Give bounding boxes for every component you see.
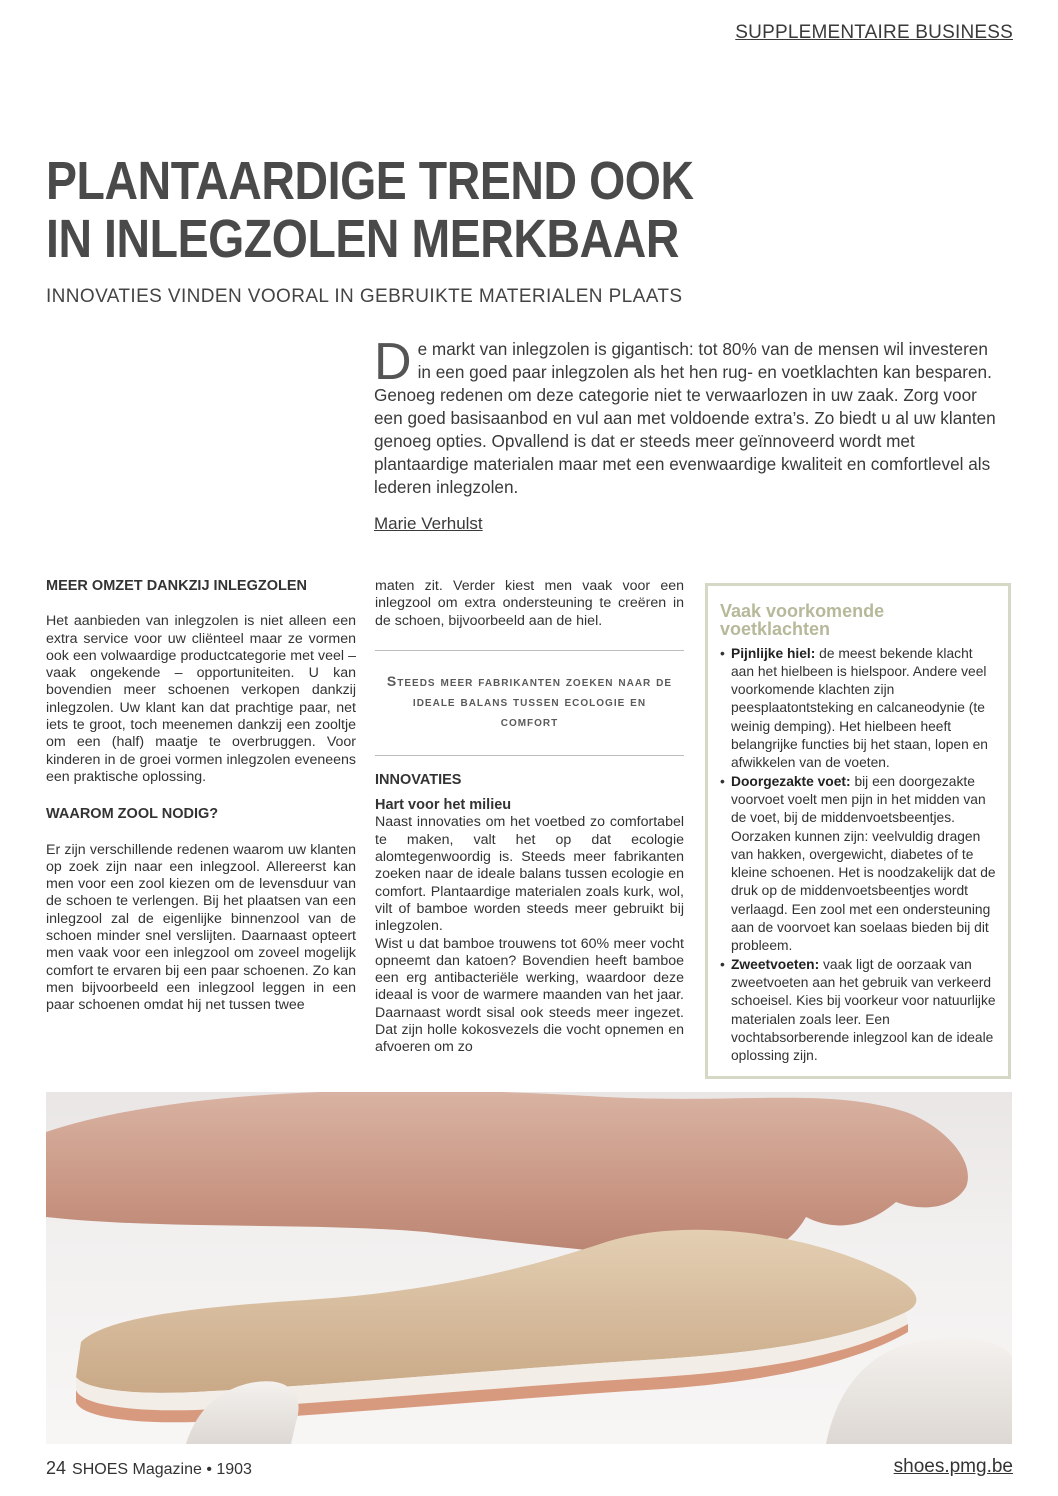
sidebar-title: Vaak voorkomende voetklachten [720, 601, 885, 640]
paragraph: Er zijn verschillende redenen waarom uw klanten op zoek zijn naar een inlegzool. Allereerst kan men voor een zool kiezen om de levensduur van de schoen te verlengen. Bij het plaatsen van een inlegzool zal de eigenlijke binnenzool van de schoen minder snel verslijten. Daarnaast opteert men vaak voor een inlegzool om zoveel mogelijk comfort te ervaren bij een paar schoenen. Zo kan men bijvoorbeeld een inlegzool leggen in een paar schoenen omdat hij net tussen twee [46, 841, 356, 1014]
footer-url-link[interactable]: shoes.pmg.be [893, 1456, 1013, 1477]
list-item [720, 645, 996, 773]
sidebar-box [705, 583, 1011, 1079]
subheading-hart-voor-milieu: Hart voor het milieu [375, 797, 512, 814]
divider [375, 755, 684, 756]
foot-shape [46, 1092, 968, 1262]
paragraph: Naast innovaties om het voetbed zo comfortabel te maken, valt het op dat ecologie alomtegenwoordig is. Steeds meer fabrikanten zoeken naar de ideale balans tussen ecologie en comfort. Plantaardige materialen zoals kurk, wol, vilt of bamboe worden steeds meer gebruikt bij inlegzolen. [375, 814, 684, 935]
article-title [46, 152, 872, 268]
photo-foot-insole [46, 1092, 1012, 1444]
drop-cap: D [374, 333, 412, 391]
pull-quote: Steeds meer fabrikanten zoeken naar de ideale balans tussen ecologie en comfort [386, 672, 673, 729]
heading-innovaties: INNOVATIES [375, 771, 462, 788]
title-line-2: IN INLEGZOLEN MERKBAAR [46, 209, 679, 269]
title-line-1: PLANTAARDIGE TREND OOK [46, 151, 694, 211]
list-item [720, 956, 996, 1066]
heading-waarom-zool: WAAROM ZOOL NODIG? [46, 806, 219, 823]
divider [375, 650, 684, 651]
section-tag: SUPPLEMENTAIRE BUSINESS [735, 22, 1013, 43]
intro-text: e markt van inlegzolen is gigantisch: tot 80% van de mensen wil investeren in een goed paar inlegzolen als het hen rug- en voetklachten kan besparen. Genoeg redenen om deze categorie niet te verwaarlozen in uw zaak. Zorg voor een goed basisaanbod en vul aan met voldoende extra’s. Zo biedt u al uw klanten genoeg opties. Opvallend is dat er steeds meer geïnnoveerd wordt met plantaardige materialen maar met een evenwaardige kwaliteit en comfortlevel als lederen inlegzolen. [374, 339, 996, 497]
heading-meer-omzet: MEER OMZET DANKZIJ INLEGZOLEN [46, 578, 307, 594]
term: Zweetvoeten: [731, 956, 820, 972]
column-1 [46, 578, 356, 1015]
list-item [720, 773, 996, 956]
article-subtitle: INNOVATIES VINDEN VOORAL IN GEBRUIKTE MATERIALEN PLAATS [46, 286, 683, 307]
column-2 [375, 578, 684, 1057]
term-text: vaak ligt de oorzaak van zweetvoeten aan het gebruik van verkeerd schoeisel. Kies bij voorkeur voor natuurlijke materialen zoals leer. Een vochtabsorberende inlegzool kan de ideale oplossing zijn. [731, 956, 996, 1064]
footer-page-info [46, 1458, 252, 1479]
magazine-name: SHOES Magazine • 1903 [72, 1461, 252, 1478]
term-text: bij een doorgezakte voorvoet voelt men pijn in het midden van de voet, bij de middenvoetsbeentjes. Oorzaken kunnen zijn: veelvuldig dragen van hakken, overgewicht, diabetes of te kleine schoenen. Het is noodzakelijk dat de druk op de middenvoetsbeentjes wordt verlaagd. Een zool met een ondersteuning aan de voorvoet kan soelaas bieden bij dit probleem. [731, 773, 996, 954]
paragraph: maten zit. Verder kiest men vaak voor een inlegzool om extra ondersteuning te creëren in de schoen, bijvoorbeeld aan de hiel. [375, 578, 684, 629]
term: Doorgezakte voet: [731, 773, 851, 789]
author-byline: Marie Verhulst [374, 514, 483, 533]
term-text: de meest bekende klacht aan het hielbeen is hielspoor. Andere veel voorkomende klachten zijn peesplaatontsteking en calcaneodynie (te weinig demping). Het hielbeen heeft belangrijke functies bij het staan, lopen en afwikkelen van de voeten. [731, 645, 988, 771]
paragraph: Wist u dat bamboe trouwens tot 60% meer vocht opneemt dan katoen? Bovendien heeft bamboe een erg antibacteriële werking, waardoor deze ideaal is voor de warmere maanden van het jaar. Daarnaast wordt sisal ook steeds meer ingezet. Dat zijn holle kokosvezels die vocht opnemen en afvoeren om zo [375, 935, 684, 1056]
foot-insole-illustration [46, 1092, 1012, 1444]
paragraph: Het aanbieden van inlegzolen is niet alleen een extra service voor uw cliënteel maar ze vormen ook een volwaardige productcategorie met veel – vaak ongekende – opportuniteiten. U kan bovendien meer schoenen verkopen dankzij inlegzolen. Uw klant kan dat prachtige paar, net iets te groot, toch meenemen dankzij een zooltje om een (half) maatje te overbruggen. Voor kinderen in de groei vormen inlegzolen eveneens een praktische oplossing. [46, 613, 356, 785]
intro-paragraph [374, 333, 1006, 499]
page-number: 24 [46, 1458, 67, 1478]
complaint-list [720, 645, 996, 1066]
term: Pijnlijke hiel: [731, 645, 816, 661]
